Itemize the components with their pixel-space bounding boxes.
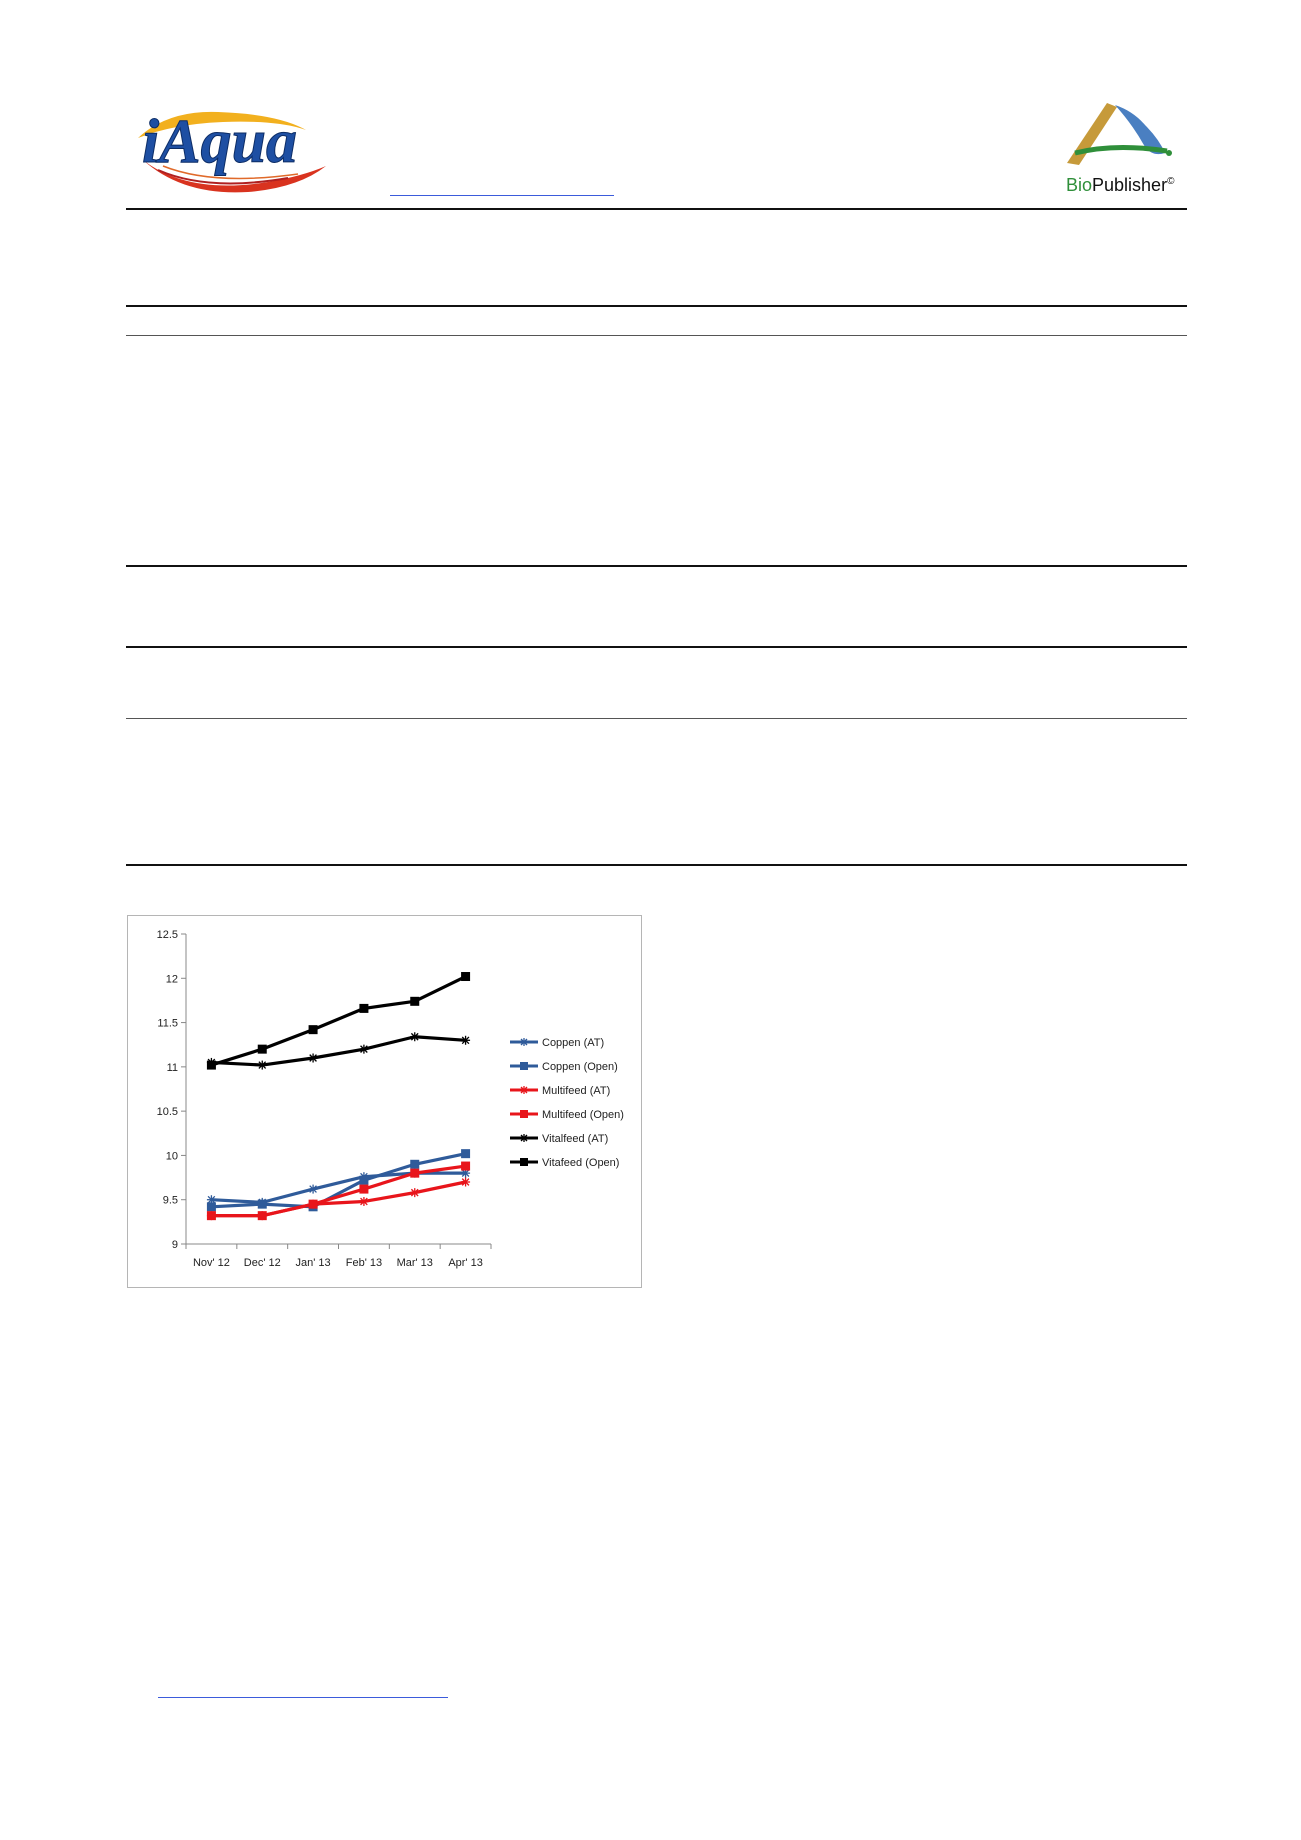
y-tick-label: 10.5 xyxy=(156,1106,178,1119)
header-link[interactable] xyxy=(390,195,614,196)
legend-marker-6 xyxy=(520,1158,528,1166)
y-tick-label: 12 xyxy=(165,973,178,986)
legend-label-6: Vitafeed (Open) xyxy=(542,1157,620,1169)
x-tick-label: Dec' 12 xyxy=(243,1257,281,1269)
table-rule-1 xyxy=(126,305,1187,307)
data-point-s6-p1 xyxy=(207,1061,216,1070)
data-point-s5-p3 xyxy=(309,1054,318,1063)
data-point-s6-p2 xyxy=(258,1045,267,1054)
data-point-s4-p3 xyxy=(309,1200,318,1209)
x-tick-label: Jan' 13 xyxy=(295,1257,331,1269)
series-line-2 xyxy=(211,1154,465,1207)
y-tick-label: 12.5 xyxy=(156,929,178,941)
legend-label-1: Coppen (AT) xyxy=(542,1037,605,1049)
data-point-s3-p6 xyxy=(461,1178,470,1187)
data-point-s6-p6 xyxy=(461,972,470,981)
legend-label-3: Multifeed (AT) xyxy=(542,1085,611,1097)
data-point-s4-p5 xyxy=(410,1169,419,1178)
series-line-6 xyxy=(211,977,465,1066)
y-tick-label: 9.5 xyxy=(162,1194,178,1207)
x-tick-label: Apr' 13 xyxy=(448,1257,483,1269)
data-point-s3-p4 xyxy=(359,1197,368,1206)
legend-label-4: Multifeed (Open) xyxy=(542,1109,624,1121)
y-tick-label: 9 xyxy=(171,1239,178,1251)
data-point-s4-p1 xyxy=(207,1211,216,1220)
legend-marker-4 xyxy=(520,1110,528,1118)
y-tick-label: 10 xyxy=(165,1150,178,1163)
data-point-s2-p5 xyxy=(410,1160,419,1169)
iaqua-logo-text: iAqua xyxy=(142,108,298,176)
data-point-s2-p4 xyxy=(359,1176,368,1185)
table-rule-3 xyxy=(126,565,1187,567)
y-tick-label: 11 xyxy=(166,1061,178,1074)
table-rule-6 xyxy=(126,864,1187,866)
data-point-s2-p6 xyxy=(461,1149,470,1158)
table-rule-2 xyxy=(126,335,1187,336)
data-point-s4-p6 xyxy=(461,1162,470,1171)
header-rule xyxy=(126,208,1187,210)
data-point-s5-p6 xyxy=(461,1036,470,1045)
x-tick-label: Mar' 13 xyxy=(396,1257,433,1269)
table-rule-5 xyxy=(126,718,1187,719)
iaqua-logo-graphic xyxy=(128,100,328,195)
data-point-s6-p3 xyxy=(309,1025,318,1034)
y-tick-label: 11.5 xyxy=(157,1017,178,1030)
data-point-s1-p3 xyxy=(309,1185,318,1194)
series-line-5 xyxy=(211,1037,465,1065)
data-point-s4-p2 xyxy=(258,1211,267,1220)
data-point-s5-p5 xyxy=(410,1032,419,1041)
x-tick-label: Nov' 12 xyxy=(192,1257,230,1269)
data-point-s6-p4 xyxy=(359,1004,368,1013)
legend-marker-1 xyxy=(520,1038,528,1046)
data-point-s3-p5 xyxy=(410,1188,419,1197)
data-point-s6-p5 xyxy=(410,997,419,1006)
data-point-s5-p2 xyxy=(258,1061,267,1070)
line-chart xyxy=(128,916,641,1287)
data-point-s2-p1 xyxy=(207,1202,216,1211)
series-line-3 xyxy=(211,1182,465,1216)
legend-label-5: Vitalfeed (AT) xyxy=(542,1133,609,1145)
legend-marker-5 xyxy=(520,1134,528,1142)
data-point-s5-p4 xyxy=(359,1045,368,1054)
data-point-s4-p4 xyxy=(359,1185,368,1194)
iaqua-logo xyxy=(128,100,328,195)
x-tick-label: Feb' 13 xyxy=(345,1257,383,1269)
biopublisher-logo-graphic xyxy=(1055,95,1195,175)
data-point-s2-p2 xyxy=(258,1200,267,1209)
biopublisher-logo-text: BioPublisher© xyxy=(1066,175,1175,195)
footer-link[interactable] xyxy=(158,1697,448,1698)
biopublisher-logo xyxy=(1055,95,1195,200)
table-rule-4 xyxy=(126,646,1187,648)
legend-marker-2 xyxy=(520,1062,528,1070)
legend-marker-3 xyxy=(520,1086,528,1094)
figure-chart xyxy=(127,915,642,1288)
legend-label-2: Coppen (Open) xyxy=(542,1061,618,1073)
